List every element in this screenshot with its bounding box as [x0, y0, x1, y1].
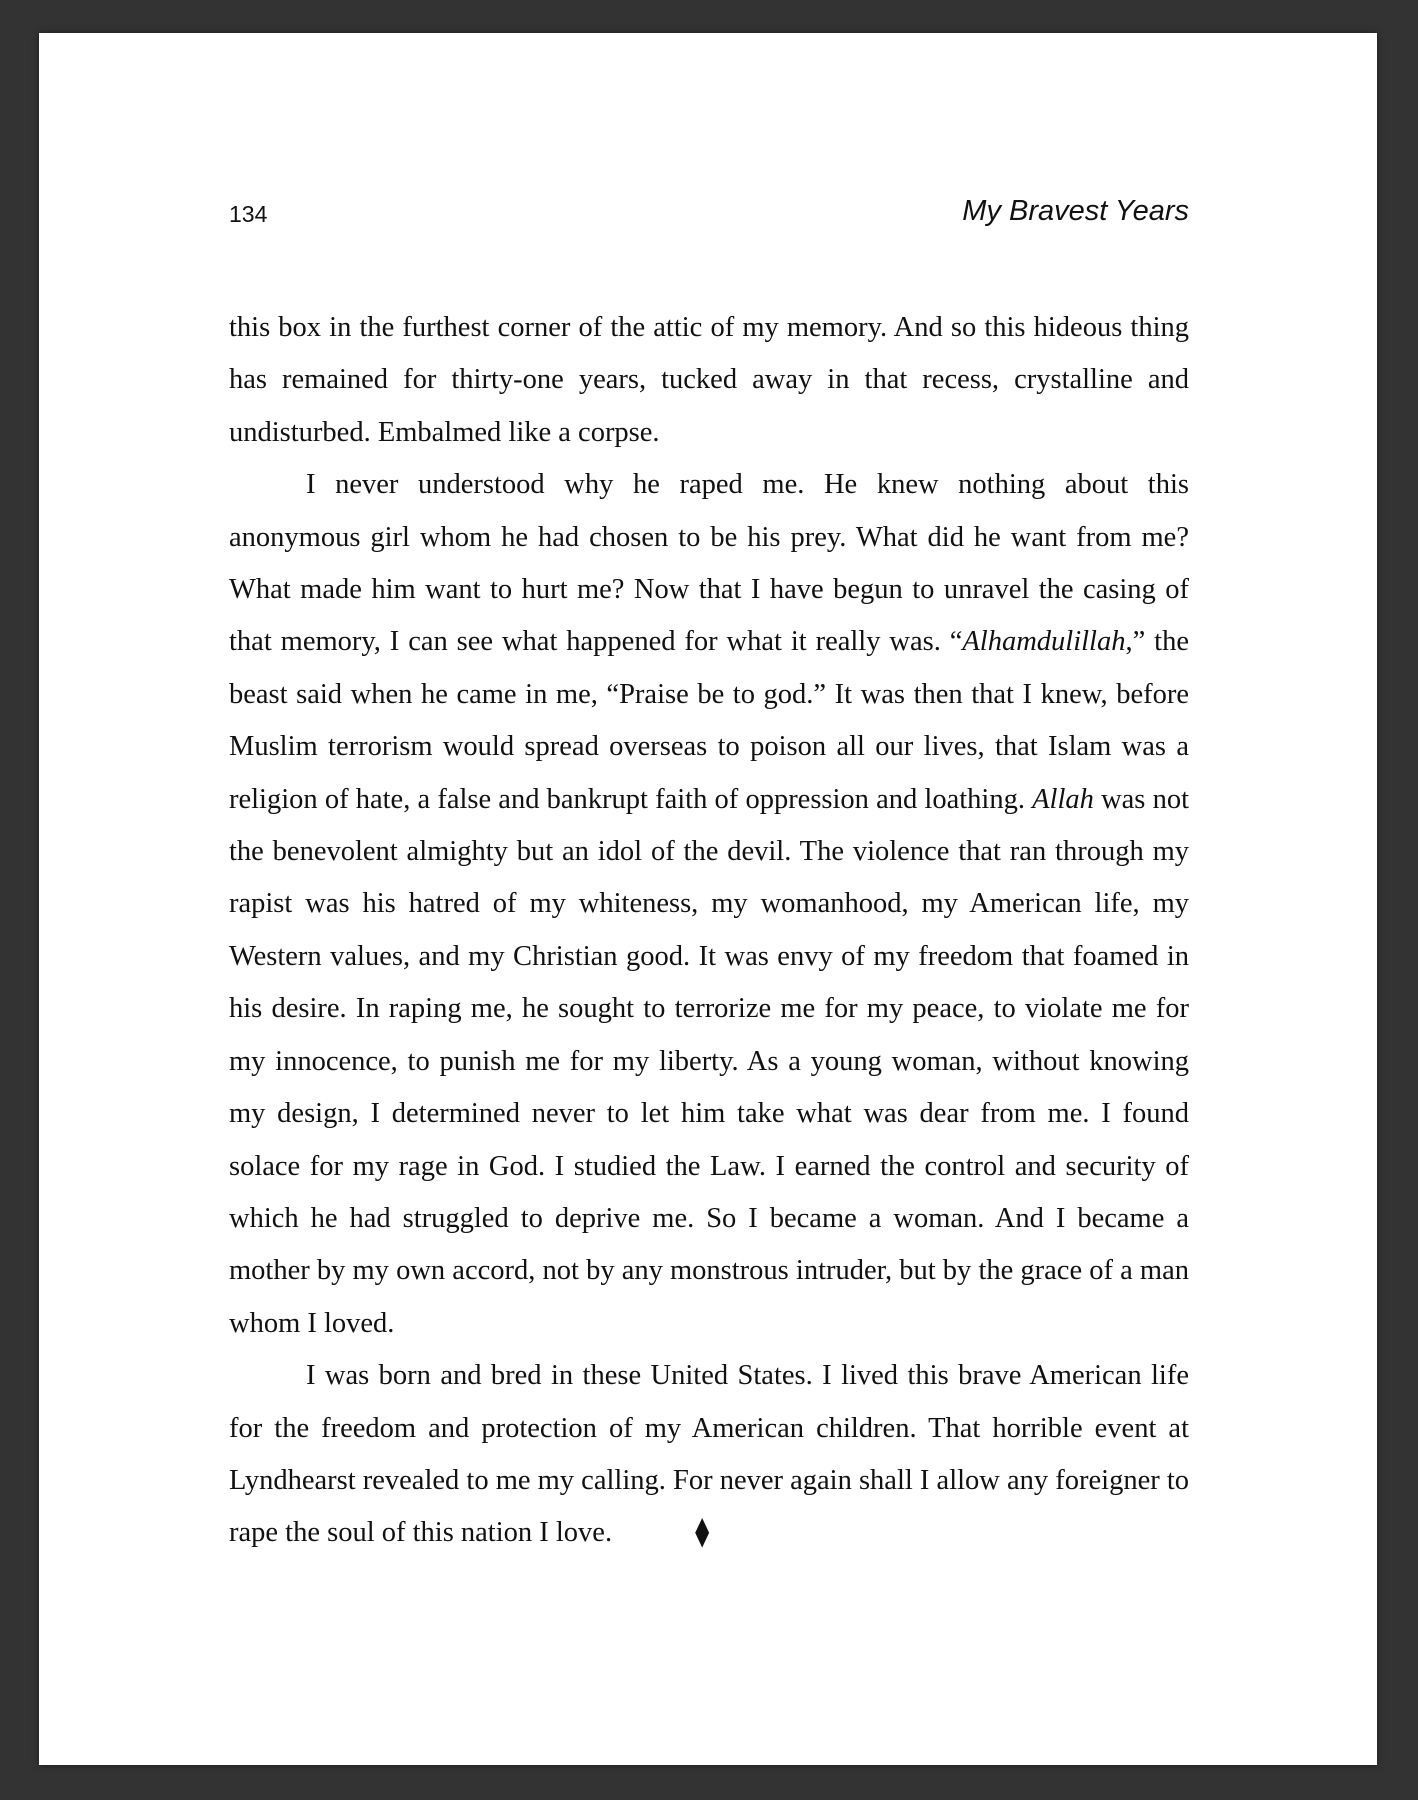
document-page [39, 33, 1377, 1765]
page-number: 134 [229, 201, 268, 227]
running-head-title: My Bravest Years [962, 195, 1189, 227]
end-of-chapter-diamond-icon: ⧫ [695, 1517, 710, 1549]
italic-term-alhamdulillah: Alhamdulillah [962, 626, 1126, 658]
body-text [229, 302, 1189, 1560]
paragraph-3-text: I was born and bred in these United States. I lived this brave American life for the freedom and protection of my American children. That horrible event at Lyndhearst revealed to me my calling. For never again shall I allow any foreigner to rape the soul of this nation I love. [229, 1360, 1189, 1549]
paragraph-2-text-a: I never understood why he raped me. He knew nothing about this anonymous girl whom he had chosen to be his prey. What did he want from me? What made him want to hurt me? Now that I have begun to unravel the casing of that memory, I can see what happened for what it really was. “ [229, 469, 1189, 658]
italic-term-allah: Allah [1032, 783, 1094, 815]
paragraph-1: this box in the furthest corner of the attic of my memory. And so this hideous thing has remained for thirty-one years, tucked away in that recess, crystalline and undisturbed. Embalmed like a corpse. [229, 312, 1189, 448]
paragraph-2-text-c: was not the benevolent almighty but an idol of the devil. The violence that ran through my rapist was his hatred of my whiteness, my womanhood, my American life, my Western values, and my Christian good. It was envy of my freedom that foamed in his desire. In raping me, he sought to terrorize me for my peace, to violate me for my innocence, to punish me for my liberty. As a young woman, without knowing my design, I determined never to let him take what was dear from me. I found solace for my rage in God. I studied the Law. I earned the control and security of which he had struggled to deprive me. So I became a woman. And I became a mother by my own accord, not by any monstrous intruder, but by the grace of a man whom I loved. [229, 783, 1189, 1339]
paragraph-2 [229, 459, 1189, 1350]
paragraph-3 [229, 1350, 1189, 1560]
paragraph-2-text-b: ,” the beast said when he came in me, “Praise be to god.” It was then that I knew, before Muslim terrorism would spread overseas to poison all our lives, that Islam was a religion of hate, a false and bankrupt faith of oppression and loathing. [229, 626, 1189, 815]
